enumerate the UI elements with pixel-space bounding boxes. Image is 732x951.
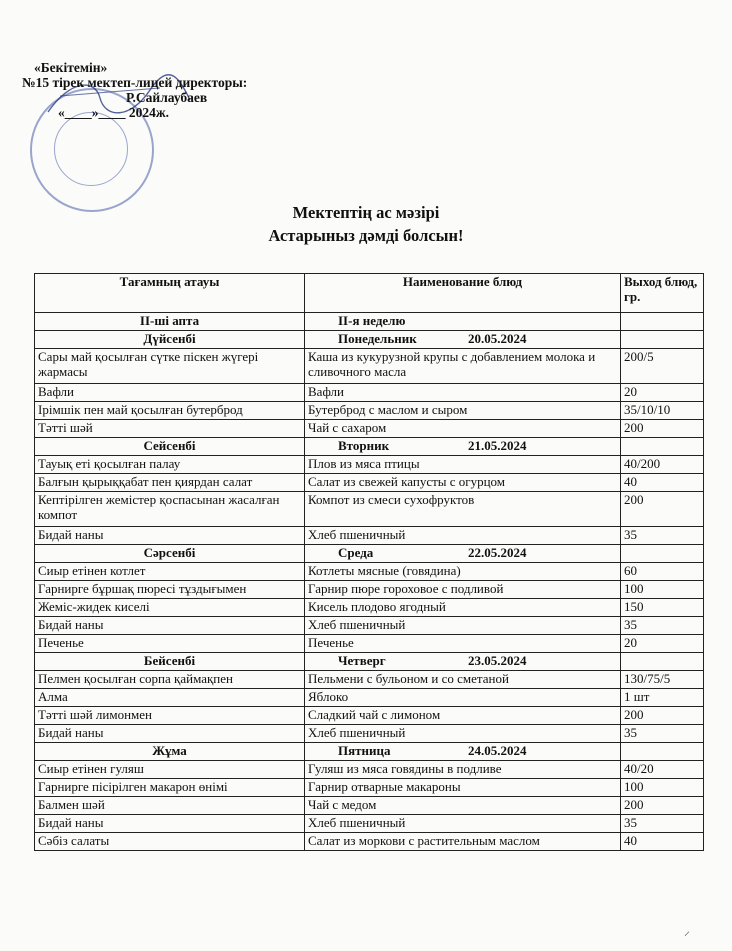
dish-rus: Печенье <box>305 635 621 653</box>
dish-yield: 150 <box>621 599 704 617</box>
approval-date: «____»____ 2024ж. <box>58 105 170 120</box>
week-rus <box>305 313 621 331</box>
table-header-row <box>35 274 704 313</box>
dish-rus: Гарнир отварные макароны <box>305 779 621 797</box>
day-rus-name: Пятница <box>338 743 391 758</box>
dish-yield: 100 <box>621 779 704 797</box>
table-row <box>35 815 704 833</box>
dish-yield: 20 <box>621 384 704 402</box>
header-kaz: Тағамның атауы <box>35 274 305 313</box>
dish-rus: Компот из смеси сухофруктов <box>305 492 621 527</box>
table-row <box>35 599 704 617</box>
day-row <box>35 653 704 671</box>
table-row <box>35 456 704 474</box>
dish-yield: 130/75/5 <box>621 671 704 689</box>
dish-rus: Хлеб пшеничный <box>305 527 621 545</box>
menu-table <box>34 273 704 851</box>
dish-rus: Кисель плодово ягодный <box>305 599 621 617</box>
dish-yield: 40/200 <box>621 456 704 474</box>
dish-yield: 35 <box>621 617 704 635</box>
approval-position: №15 тірек мектеп-лицей директоры: <box>22 75 248 90</box>
day-kaz: Сейсенбі <box>35 438 305 456</box>
table-row <box>35 474 704 492</box>
table-row <box>35 402 704 420</box>
dish-yield: 200/5 <box>621 349 704 384</box>
dish-rus: Хлеб пшеничный <box>305 815 621 833</box>
day-rus <box>305 438 621 456</box>
dish-yield: 100 <box>621 581 704 599</box>
dish-kaz: Кептірілген жемістер қоспасынан жасалған компот <box>35 492 305 527</box>
table-row <box>35 420 704 438</box>
day-rus-name: Вторник <box>338 438 390 453</box>
table-row <box>35 725 704 743</box>
day-date: 20.05.2024 <box>468 331 527 346</box>
dish-kaz: Ірімшік пен май қосылған бутерброд <box>35 402 305 420</box>
day-date: 24.05.2024 <box>468 743 527 758</box>
dish-yield: 35 <box>621 725 704 743</box>
day-rus-name: Среда <box>338 545 374 560</box>
table-row <box>35 492 704 527</box>
dish-yield: 200 <box>621 797 704 815</box>
table-row <box>35 527 704 545</box>
day-row <box>35 331 704 349</box>
dish-yield: 35/10/10 <box>621 402 704 420</box>
day-row <box>35 438 704 456</box>
dish-rus: Хлеб пшеничный <box>305 617 621 635</box>
dish-kaz: Сиыр етінен гуляш <box>35 761 305 779</box>
dish-yield: 200 <box>621 492 704 527</box>
dish-kaz: Печенье <box>35 635 305 653</box>
dish-kaz: Гарнирге бұршақ пюресі тұздығымен <box>35 581 305 599</box>
dish-kaz: Бидай наны <box>35 725 305 743</box>
day-date: 23.05.2024 <box>468 653 527 668</box>
dish-rus: Пельмени с бульоном и со сметаной <box>305 671 621 689</box>
approval-block <box>22 60 247 120</box>
dish-yield: 200 <box>621 420 704 438</box>
table-row <box>35 707 704 725</box>
dish-rus: Гуляш из мяса говядины в подливе <box>305 761 621 779</box>
approval-heading: «Бекітемін» <box>34 60 108 75</box>
day-yield <box>621 331 704 349</box>
day-rus <box>305 331 621 349</box>
dish-rus: Салат из моркови с растительным маслом <box>305 833 621 851</box>
dish-kaz: Бидай наны <box>35 527 305 545</box>
table-row <box>35 779 704 797</box>
day-date: 22.05.2024 <box>468 545 527 560</box>
dish-kaz: Балғын қырыққабат пен қиярдан салат <box>35 474 305 492</box>
dish-yield: 200 <box>621 707 704 725</box>
dish-rus: Гарнир пюре гороховое с подливой <box>305 581 621 599</box>
menu-subtitle: Астарыныз дәмді болсын! <box>268 226 464 245</box>
dish-kaz: Тәтті шәй лимонмен <box>35 707 305 725</box>
table-row <box>35 761 704 779</box>
dish-kaz: Тәтті шәй <box>35 420 305 438</box>
table-row <box>35 563 704 581</box>
dish-rus: Бутерброд с маслом и сыром <box>305 402 621 420</box>
dish-kaz: Сары май қосылған сүтке піскен жүгері жармасы <box>35 349 305 384</box>
dish-yield: 40 <box>621 474 704 492</box>
table-row <box>35 581 704 599</box>
dish-yield: 40 <box>621 833 704 851</box>
dish-rus: Каша из кукурузной крупы с добавлением молока и сливочного масла <box>305 349 621 384</box>
dish-kaz: Гарнирге пісірілген макарон өнімі <box>35 779 305 797</box>
day-row <box>35 545 704 563</box>
dish-rus: Яблоко <box>305 689 621 707</box>
day-yield <box>621 653 704 671</box>
dish-rus: Чай с медом <box>305 797 621 815</box>
dish-rus: Салат из свежей капусты с огурцом <box>305 474 621 492</box>
header-yield: Выход блюд, гр. <box>621 274 704 313</box>
dish-kaz: Балмен шәй <box>35 797 305 815</box>
dish-rus: Котлеты мясные (говядина) <box>305 563 621 581</box>
dish-yield: 20 <box>621 635 704 653</box>
day-kaz: Сәрсенбі <box>35 545 305 563</box>
day-yield <box>621 545 704 563</box>
table-row <box>35 349 704 384</box>
corner-mark: ⸝ <box>684 924 691 938</box>
table-row <box>35 833 704 851</box>
header-rus: Наименование блюд <box>305 274 621 313</box>
table-row <box>35 797 704 815</box>
day-kaz: Жұма <box>35 743 305 761</box>
day-date: 21.05.2024 <box>468 438 527 453</box>
day-kaz: Дүйсенбі <box>35 331 305 349</box>
day-kaz: Бейсенбі <box>35 653 305 671</box>
day-rus <box>305 743 621 761</box>
dish-rus: Хлеб пшеничный <box>305 725 621 743</box>
table-row <box>35 671 704 689</box>
dish-kaz: Жеміс-жидек киселі <box>35 599 305 617</box>
table-row <box>35 617 704 635</box>
dish-kaz: Вафли <box>35 384 305 402</box>
dish-rus: Чай с сахаром <box>305 420 621 438</box>
week-row <box>35 313 704 331</box>
table-row <box>35 635 704 653</box>
dish-rus: Сладкий чай с лимоном <box>305 707 621 725</box>
dish-kaz: Пелмен қосылған сорпа қаймақпен <box>35 671 305 689</box>
dish-yield: 40/20 <box>621 761 704 779</box>
dish-kaz: Сиыр етінен котлет <box>35 563 305 581</box>
day-yield <box>621 743 704 761</box>
dish-rus: Плов из мяса птицы <box>305 456 621 474</box>
table-row <box>35 384 704 402</box>
week-yield <box>621 313 704 331</box>
menu-title: Мектептің ас мәзірі <box>292 203 440 222</box>
dish-kaz: Алма <box>35 689 305 707</box>
day-rus <box>305 653 621 671</box>
dish-kaz: Бидай наны <box>35 617 305 635</box>
dish-yield: 1 шт <box>621 689 704 707</box>
day-rus-name: Понедельник <box>338 331 417 346</box>
approval-director-name: Р.Сайлаубаев <box>126 90 208 105</box>
dish-kaz: Сәбіз салаты <box>35 833 305 851</box>
dish-rus: Вафли <box>305 384 621 402</box>
day-rus-name: Четверг <box>338 653 386 668</box>
day-rus <box>305 545 621 563</box>
day-row <box>35 743 704 761</box>
table-row <box>35 689 704 707</box>
dish-yield: 35 <box>621 527 704 545</box>
week-kaz: ІІ-ші апта <box>35 313 305 331</box>
day-yield <box>621 438 704 456</box>
dish-yield: 60 <box>621 563 704 581</box>
week-rus-label: ІІ-я неделю <box>338 313 406 328</box>
dish-yield: 35 <box>621 815 704 833</box>
dish-kaz: Бидай наны <box>35 815 305 833</box>
dish-kaz: Тауық еті қосылған палау <box>35 456 305 474</box>
